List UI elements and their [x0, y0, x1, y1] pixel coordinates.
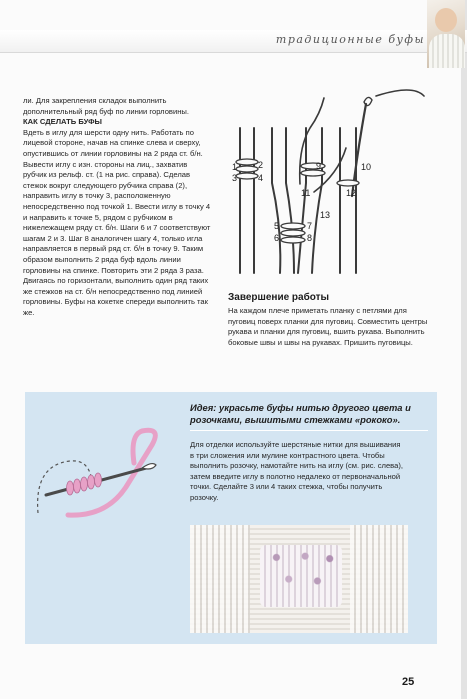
- stitch-mid-a: [301, 163, 325, 169]
- stitch-mid-b: [301, 170, 325, 176]
- baby-photo: [427, 0, 465, 68]
- idea-title: Идея: украсьте буфы нитью другого цвета и розочками, вышитыми стежками «рококо».: [190, 402, 411, 425]
- label-10: 10: [361, 162, 372, 172]
- knit-band-right: [350, 525, 408, 633]
- thread-wrap-5: [95, 473, 102, 487]
- needle-illustration: [30, 405, 190, 525]
- stitch-top-a: [236, 159, 258, 165]
- rococo-roses-detail: [260, 545, 342, 607]
- running-head: традиционные буфы: [275, 33, 425, 46]
- rib-3: [272, 128, 280, 273]
- smocking-photo: [190, 525, 408, 633]
- stitch-low-c: [281, 237, 305, 243]
- thread-wrap-4: [88, 475, 95, 489]
- smocking-diagram: [228, 88, 438, 286]
- thread-wrap-1: [67, 481, 74, 495]
- page-number: 25: [402, 676, 415, 688]
- baby-sweater: [429, 34, 465, 68]
- stitch-right: [337, 180, 359, 186]
- baby-face: [435, 8, 457, 32]
- page-spine: [461, 0, 467, 699]
- label-5: 5: [274, 221, 280, 231]
- idea-text: Для отделки используйте шерстяные нитки для вышивания в три сложения или мулине контрастного цвета. Чтобы выполнить розочку, намотайте нить на иглу (см. рис. слева), затем введите иглу в полотно недалеко от первоначальной точки. Сделайте 3 или 4 таких стежка, чтобы получить розочку.: [190, 440, 403, 502]
- stitch-low-b: [281, 230, 305, 236]
- label-12: 12: [346, 188, 357, 198]
- needle-eye: [364, 97, 372, 105]
- thread-wrap-2: [74, 479, 81, 493]
- thread-wrap-3: [81, 477, 88, 491]
- finishing-title: Завершение работы: [228, 292, 330, 303]
- instructions-paragraph: Вдеть в иглу для шерсти одну нить. Работать по лицевой стороне, начав на спинке слева и сверху, опустившись от линии горловины на 2 ряда ст. б/н. Вывести иглу с изн. стороны на лиц., захватив рубчик из рельф. ст. (1 на рис. справа). Сделав стежок вокруг следующего рубчика справа (2), направить иглу в точку 3, расположенную непосредственно под точкой 1. Ввести иглу в точку 4 и направить к точке 5, рядом с рубчиком в нижележащем ряду ст. б/н. Шаги 6 и 7 соответствуют шагам 2 и 3. Шаг 8 аналогичен шагу 4, только игла направляется в первый ряд ст. б/н в точку 9. Таким образом выполнить 2 ряда буф вдоль линии горловины на спинке. Повторить эти 2 ряда 3 раза. Двигаясь по горизонтали, выполнить один ряд таких же стежков на ст. б/н непосредственно под линией горловины. Буфы на кокетке спереди выполнить так же.: [23, 127, 211, 317]
- idea-divider: [190, 430, 428, 431]
- label-2: 2: [258, 160, 264, 170]
- thread-a: [376, 90, 424, 96]
- instructions-column: [23, 96, 213, 318]
- label-7: 7: [307, 221, 313, 231]
- label-8: 8: [307, 233, 313, 243]
- stitch-top-b: [236, 166, 258, 172]
- rococo-thread: [68, 430, 155, 515]
- rib-6: [312, 128, 322, 273]
- stitch-low-a: [281, 223, 305, 229]
- label-1: 1: [232, 162, 238, 172]
- label-6: 6: [274, 233, 280, 243]
- rib-4: [286, 128, 294, 273]
- finishing-text: На каждом плече приметать планку с петлями для пуговиц поверх планки для пуговиц. Совместить центры рукава и планки для пуговиц, вшить рукава. Выполнить боковые швы и швы на рукавах. Пришить пуговицы.: [228, 306, 428, 347]
- intro-paragraph: ли. Для закрепления складок выполнить дополнительный ряд буф по линии горловины.: [23, 96, 189, 116]
- label-3: 3: [232, 173, 238, 183]
- stitch-top-c: [236, 173, 258, 179]
- how-to-subhead: КАК СДЕЛАТЬ БУФЫ: [23, 117, 102, 127]
- label-4: 4: [258, 173, 264, 183]
- label-11: 11: [301, 188, 311, 198]
- label-13: 13: [320, 210, 331, 220]
- label-9: 9: [316, 161, 322, 171]
- knit-band-left: [190, 525, 250, 633]
- rococo-needle-eye: [142, 464, 156, 469]
